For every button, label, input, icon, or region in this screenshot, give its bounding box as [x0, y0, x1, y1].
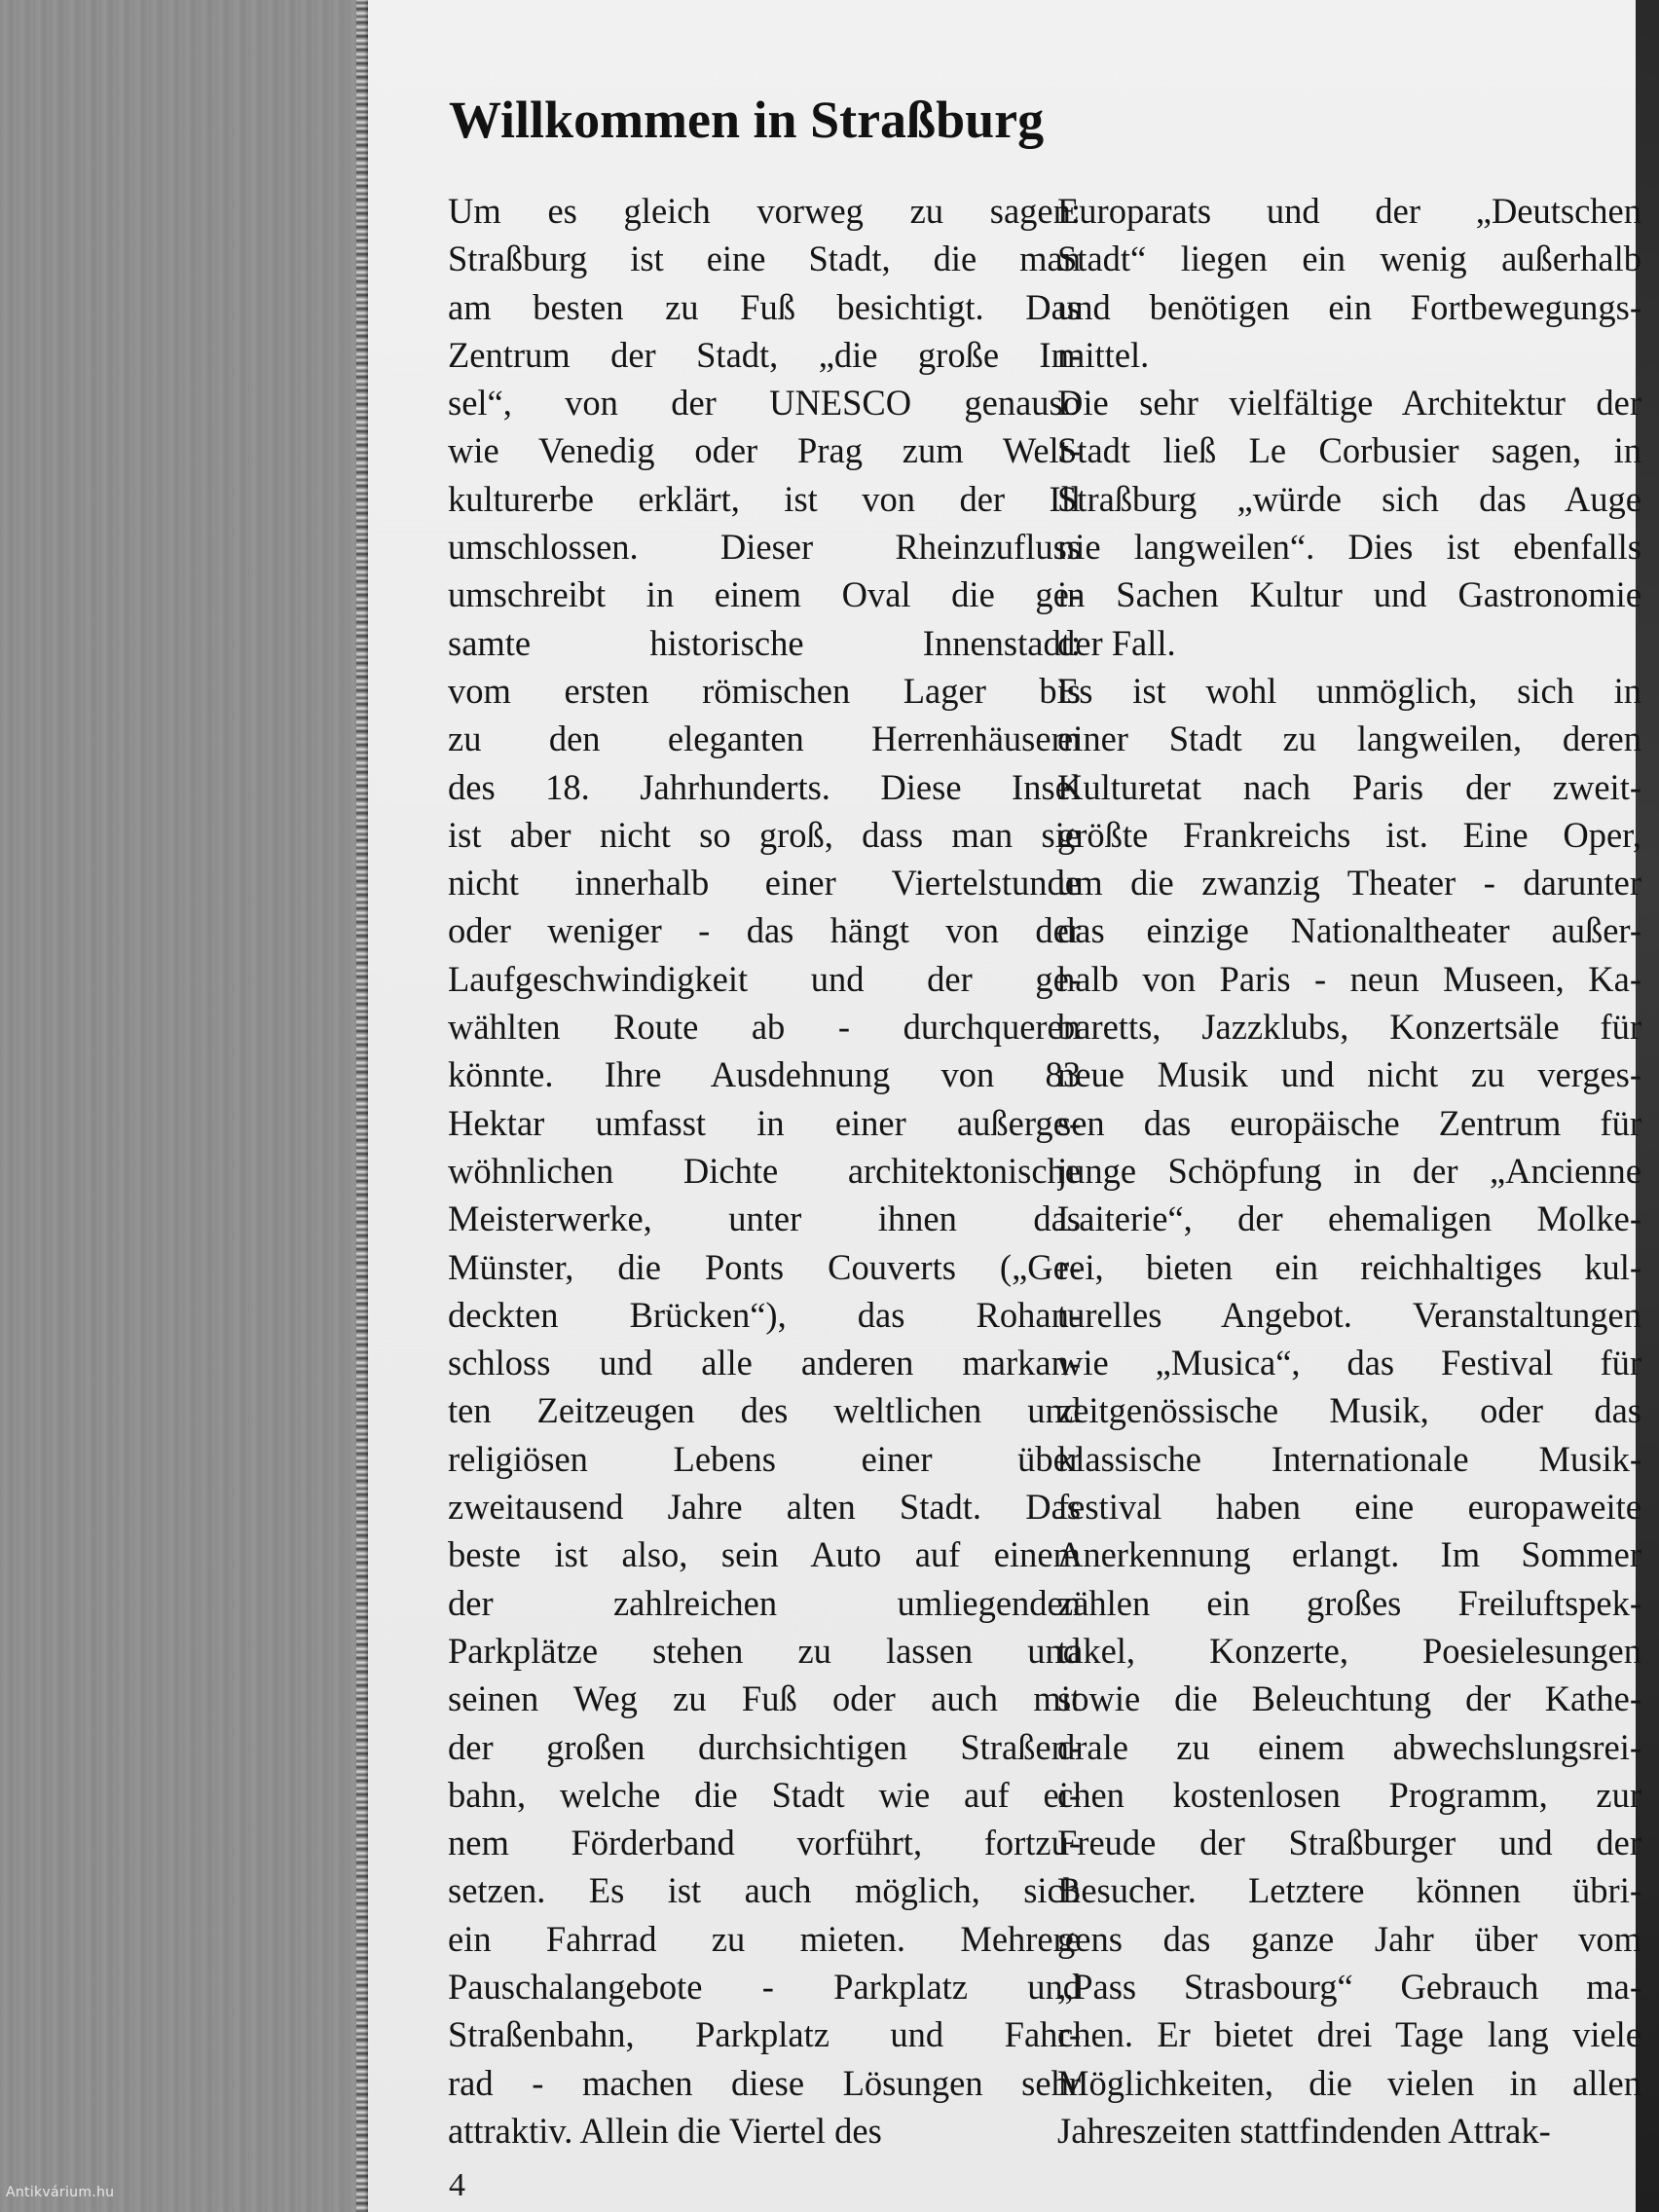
text-line: der zahlreichen umliegenden: [448, 1582, 1081, 1623]
text-line: Die sehr vielfältige Architektur der: [1057, 383, 1641, 424]
text-line: um die zwanzig Theater - darunter: [1057, 863, 1641, 903]
text-line: setzen. Es ist auch möglich, sich: [448, 1870, 1081, 1911]
text-line: sel“, von der UNESCO genauso: [448, 383, 1081, 424]
text-line: Stadt ließ Le Corbusier sagen, in: [1057, 430, 1641, 471]
text-line: des 18. Jahrhunderts. Diese Insel: [448, 766, 1081, 807]
text-line: schloss und alle anderen markan-: [448, 1343, 1081, 1383]
text-line: gens das ganze Jahr über vom: [1057, 1918, 1641, 1959]
text-line: größte Frankreichs ist. Eine Oper,: [1057, 814, 1641, 855]
text-line: chen kostenlosen Programm, zur: [1057, 1774, 1641, 1815]
text-line: Anerkennung erlangt. Im Sommer: [1057, 1534, 1641, 1575]
text-line: Jahreszeiten stattfindenden Attrak-: [1057, 2110, 1551, 2151]
text-line: bahn, welche die Stadt wie auf ei-: [448, 1774, 1081, 1815]
text-column-right: [1057, 187, 1641, 2155]
text-line: neue Musik und nicht zu verges-: [1057, 1054, 1641, 1095]
text-line: in Sachen Kultur und Gastronomie: [1057, 574, 1641, 615]
text-line: attraktiv. Allein die Viertel des: [448, 2110, 882, 2151]
text-line: nem Förderband vorführt, fortzu-: [448, 1823, 1081, 1863]
text-line: nie langweilen“. Dies ist ebenfalls: [1057, 527, 1641, 568]
text-line: takel, Konzerte, Poesielesungen: [1057, 1630, 1641, 1671]
text-line: vom ersten römischen Lager bis: [448, 670, 1081, 711]
text-line: festival haben eine europaweite: [1057, 1487, 1641, 1528]
text-line: Parkplätze stehen zu lassen und: [448, 1630, 1081, 1671]
text-line: deckten Brücken“), das Rohan-: [448, 1294, 1081, 1335]
text-line: wie Venedig oder Prag zum Welt-: [448, 430, 1081, 471]
text-line: Straßburg ist eine Stadt, die man: [448, 239, 1081, 279]
text-line: Besucher. Letztere können übri-: [1057, 1870, 1641, 1911]
watermark: Antikvárium.hu: [6, 2185, 115, 2200]
text-line: Freude der Straßburger und der: [1057, 1823, 1641, 1863]
text-line: Zentrum der Stadt, „die große In-: [448, 334, 1081, 375]
text-line: ten Zeitzeugen des weltlichen und: [448, 1390, 1081, 1431]
text-line: das einzige Nationaltheater außer-: [1057, 910, 1641, 951]
text-line: ein Fahrrad zu mieten. Mehrere: [448, 1918, 1081, 1959]
text-line: Straßburg „würde sich das Auge: [1057, 478, 1641, 519]
text-line: Es ist wohl unmöglich, sich in: [1057, 670, 1641, 711]
book-page: [368, 0, 1641, 2212]
text-line: beste ist also, sein Auto auf einem: [448, 1534, 1081, 1575]
text-line: samte historische Innenstadt:: [448, 622, 1081, 663]
text-line: kulturerbe erklärt, ist von der Ill: [448, 478, 1081, 519]
text-line: „Pass Strasbourg“ Gebrauch ma-: [1057, 1966, 1641, 2007]
text-line: Straßenbahn, Parkplatz und Fahr-: [448, 2014, 1081, 2055]
text-line: umschreibt in einem Oval die ge-: [448, 574, 1081, 615]
text-line: Hektar umfasst in einer außerge-: [448, 1102, 1081, 1143]
text-line: sen das europäische Zentrum für: [1057, 1102, 1641, 1143]
text-line: zählen ein großes Freiluftspek-: [1057, 1582, 1641, 1623]
text-column-left: [448, 187, 1081, 2155]
text-line: Kulturetat nach Paris der zweit-: [1057, 766, 1641, 807]
text-line: baretts, Jazzklubs, Konzertsäle für: [1057, 1007, 1641, 1048]
text-line: seinen Weg zu Fuß oder auch mit: [448, 1678, 1081, 1719]
text-line: wählten Route ab - durchqueren: [448, 1007, 1081, 1048]
text-line: zeitgenössische Musik, oder das: [1057, 1390, 1641, 1431]
text-line: wie „Musica“, das Festival für: [1057, 1343, 1641, 1383]
text-line: Laufgeschwindigkeit und der ge-: [448, 958, 1081, 999]
page-title: Willkommen in Straßburg: [449, 91, 1045, 149]
text-line: oder weniger - das hängt von der: [448, 910, 1081, 951]
text-line: wöhnlichen Dichte architektonische: [448, 1150, 1081, 1191]
text-line: und benötigen ein Fortbewegungs-: [1057, 286, 1641, 327]
text-line: junge Schöpfung in der „Ancienne: [1057, 1150, 1641, 1191]
text-line: Stadt“ liegen ein wenig außerhalb: [1057, 239, 1641, 279]
text-line: der großen durchsichtigen Straßen-: [448, 1726, 1081, 1767]
text-line: Laiterie“, der ehemaligen Molke-: [1057, 1198, 1641, 1239]
text-line: rad - machen diese Lösungen sehr: [448, 2062, 1081, 2103]
text-line: turelles Angebot. Veranstaltungen: [1057, 1294, 1641, 1335]
text-line: einer Stadt zu langweilen, deren: [1057, 719, 1641, 759]
text-line: chen. Er bietet drei Tage lang viele: [1057, 2014, 1641, 2055]
page-number: 4: [449, 2167, 465, 2203]
text-line: mittel.: [1057, 334, 1150, 375]
text-line: ist aber nicht so groß, dass man sie: [448, 814, 1081, 855]
text-line: Um es gleich vorweg zu sagen:: [448, 191, 1081, 231]
text-line: zu den eleganten Herrenhäusern: [448, 719, 1081, 759]
text-line: zweitausend Jahre alten Stadt. Das: [448, 1487, 1081, 1528]
text-line: religiösen Lebens einer über: [448, 1438, 1081, 1479]
text-line: klassische Internationale Musik-: [1057, 1438, 1641, 1479]
text-line: Meisterwerke, unter ihnen das: [448, 1198, 1081, 1239]
text-line: der Fall.: [1057, 622, 1176, 663]
text-line: am besten zu Fuß besichtigt. Das: [448, 286, 1081, 327]
text-line: nicht innerhalb einer Viertelstunde: [448, 863, 1081, 903]
text-line: könnte. Ihre Ausdehnung von 83: [448, 1054, 1081, 1095]
text-line: Europarats und der „Deutschen: [1057, 191, 1641, 231]
text-line: Münster, die Ponts Couverts („Ge-: [448, 1246, 1081, 1287]
text-line: umschlossen. Dieser Rheinzufluss: [448, 527, 1081, 568]
text-line: drale zu einem abwechslungsrei-: [1057, 1726, 1641, 1767]
text-line: rei, bieten ein reichhaltiges kul-: [1057, 1246, 1641, 1287]
text-line: halb von Paris - neun Museen, Ka-: [1057, 958, 1641, 999]
text-line: sowie die Beleuchtung der Kathe-: [1057, 1678, 1641, 1719]
text-line: Pauschalangebote - Parkplatz und: [448, 1966, 1081, 2007]
text-line: Möglichkeiten, die vielen in allen: [1057, 2062, 1641, 2103]
